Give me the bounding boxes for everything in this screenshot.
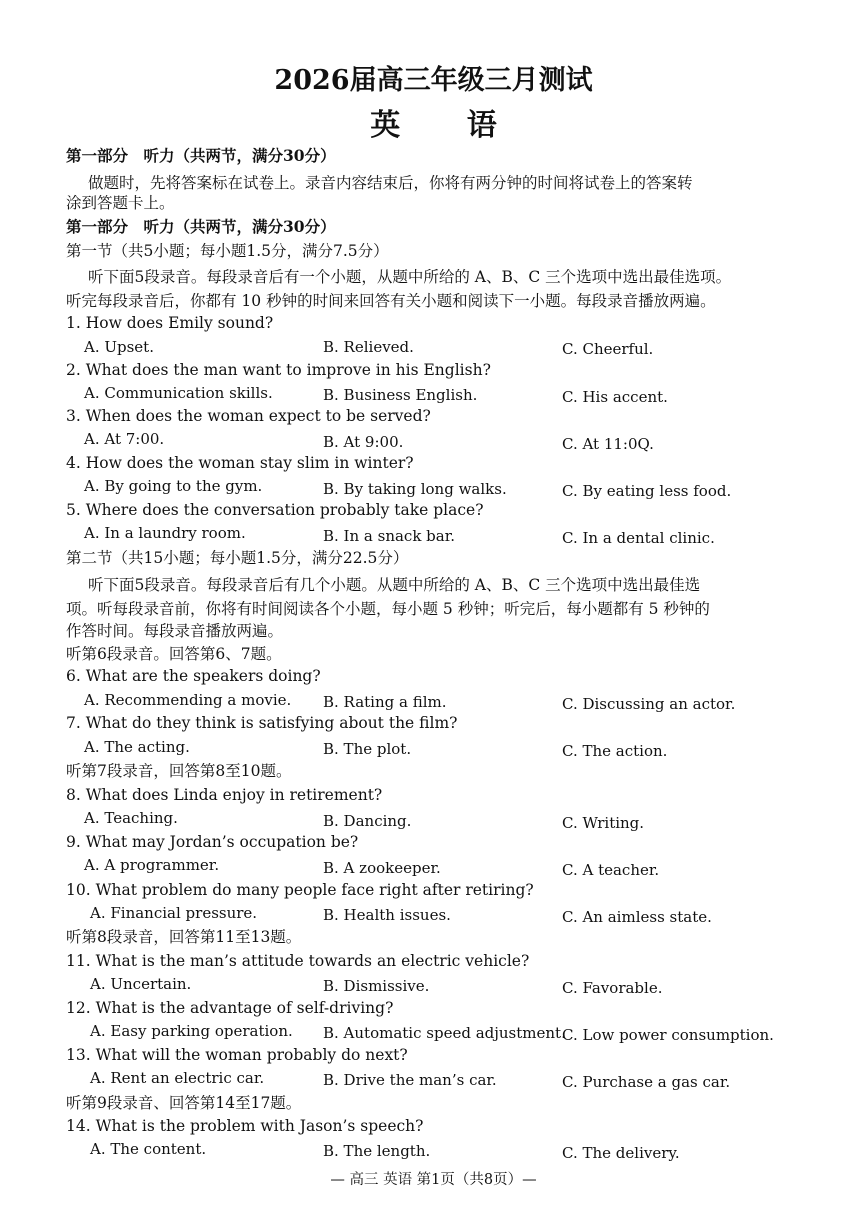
- recording-heading: 听第7段录音，回答第8至10题。: [66, 762, 292, 780]
- option-c: C. Favorable.: [562, 979, 663, 997]
- option-a: A. Communication skills.: [84, 384, 273, 402]
- question-text: 6. What are the speakers doing?: [66, 667, 321, 685]
- option-a: A. Recommending a movie.: [84, 691, 292, 709]
- question-text: 1. How does Emily sound?: [66, 314, 274, 332]
- option-b: B. Relieved.: [323, 338, 414, 356]
- part-heading: 第一部分 听力（共两节，满分30分）: [66, 146, 336, 165]
- instruction-line: 做题时，先将答案标在试卷上。录音内容结束后，你将有两分钟的时间将试卷上的答案转: [88, 174, 693, 192]
- option-c: C. The action.: [562, 742, 668, 760]
- option-b: B. By taking long walks.: [323, 480, 507, 498]
- option-c: C. Writing.: [562, 814, 645, 832]
- option-a: A. The acting.: [84, 738, 190, 756]
- question-text: 9. What may Jordan’s occupation be?: [66, 833, 359, 851]
- recording-heading: 听第9段录音、回答第14至17题。: [66, 1094, 302, 1112]
- option-c: C. Purchase a gas car.: [562, 1073, 731, 1091]
- option-b: B. Rating a film.: [323, 693, 447, 711]
- question-text: 10. What problem do many people face right after retiring?: [66, 881, 534, 899]
- option-c: C. Discussing an actor.: [562, 695, 736, 713]
- recording-heading: 听第8段录音，回答第11至13题。: [66, 928, 302, 946]
- question-text: 8. What does Linda enjoy in retirement?: [66, 786, 383, 804]
- part-heading: 第一部分 听力（共两节，满分30分）: [66, 217, 336, 236]
- question-text: 12. What is the advantage of self-driving?: [66, 999, 394, 1017]
- option-b: B. In a snack bar.: [323, 527, 456, 545]
- question-text: 7. What do they think is satisfying about the film?: [66, 714, 458, 732]
- question-text: 3. When does the woman expect to be served?: [66, 407, 431, 425]
- option-b: B. Automatic speed adjustment.: [323, 1024, 566, 1042]
- option-c: C. An aimless state.: [562, 908, 712, 926]
- question-text: 5. Where does the conversation probably take place?: [66, 501, 484, 519]
- option-b: B. Drive the man’s car.: [323, 1071, 497, 1089]
- option-b: B. Dismissive.: [323, 977, 430, 995]
- option-c: C. Low power consumption.: [562, 1026, 774, 1044]
- option-b: B. Dancing.: [323, 812, 412, 830]
- option-c: C. A teacher.: [562, 861, 660, 879]
- option-a: A. Upset.: [84, 338, 154, 356]
- option-c: C. Cheerful.: [562, 340, 654, 358]
- section-description: 听完每段录音后，你都有 10 秒钟的时间来回答有关小题和阅读下一小题。每段录音播放两遍。: [66, 292, 716, 310]
- option-c: C. His accent.: [562, 388, 668, 406]
- section-heading: 第一节（共5小题；每小题1.5分，满分7.5分）: [66, 242, 389, 260]
- option-a: A. In a laundry room.: [84, 524, 246, 542]
- recording-heading: 听第6段录音。回答第6、7题。: [66, 645, 282, 663]
- option-b: B. At 9:00.: [323, 433, 404, 451]
- option-b: B. Business English.: [323, 386, 478, 404]
- option-a: A. Financial pressure.: [90, 904, 258, 922]
- option-b: B. The plot.: [323, 740, 412, 758]
- option-a: A. Rent an electric car.: [90, 1069, 265, 1087]
- option-b: B. Health issues.: [323, 906, 451, 924]
- question-text: 2. What does the man want to improve in his English?: [66, 361, 491, 379]
- option-b: B. A zookeeper.: [323, 859, 441, 877]
- instruction-line: 涂到答题卡上。: [66, 194, 175, 212]
- section-description: 作答时间。每段录音播放两遍。: [66, 622, 284, 640]
- page-footer: — 高三 英语 第1页（共8页）—: [330, 1172, 537, 1188]
- question-text: 13. What will the woman probably do next?: [66, 1046, 408, 1064]
- exam-title: 2026届高三年级三月测试: [274, 65, 593, 96]
- option-a: A. Teaching.: [84, 809, 178, 827]
- question-text: 14. What is the problem with Jason’s speech?: [66, 1117, 424, 1135]
- option-a: A. A programmer.: [84, 856, 220, 874]
- option-c: C. In a dental clinic.: [562, 529, 715, 547]
- option-a: A. By going to the gym.: [84, 477, 263, 495]
- section-heading: 第二节（共15小题；每小题1.5分，满分22.5分）: [66, 549, 409, 567]
- option-a: A. At 7:00.: [84, 430, 165, 448]
- section-description: 项。听每段录音前，你将有时间阅读各个小题，每小题 5 秒钟；听完后，每小题都有 5 秒钟的: [66, 600, 710, 618]
- option-a: A. Easy parking operation.: [90, 1022, 293, 1040]
- section-description: 听下面5段录音。每段录音后有一个小题，从题中所给的 A、B、C 三个选项中选出最佳选项。: [88, 268, 732, 286]
- subject-title: 英 语: [370, 108, 525, 143]
- question-text: 11. What is the man’s attitude towards an electric vehicle?: [66, 952, 530, 970]
- option-a: A. Uncertain.: [90, 975, 192, 993]
- option-b: B. The length.: [323, 1142, 431, 1160]
- question-text: 4. How does the woman stay slim in winter?: [66, 454, 414, 472]
- option-c: C. The delivery.: [562, 1144, 680, 1162]
- option-c: C. By eating less food.: [562, 482, 732, 500]
- option-c: C. At 11:0Q.: [562, 435, 654, 453]
- section-description: 听下面5段录音。每段录音后有几个小题。从题中所给的 A、B、C 三个选项中选出最佳选: [88, 576, 701, 594]
- option-a: A. The content.: [90, 1140, 207, 1158]
